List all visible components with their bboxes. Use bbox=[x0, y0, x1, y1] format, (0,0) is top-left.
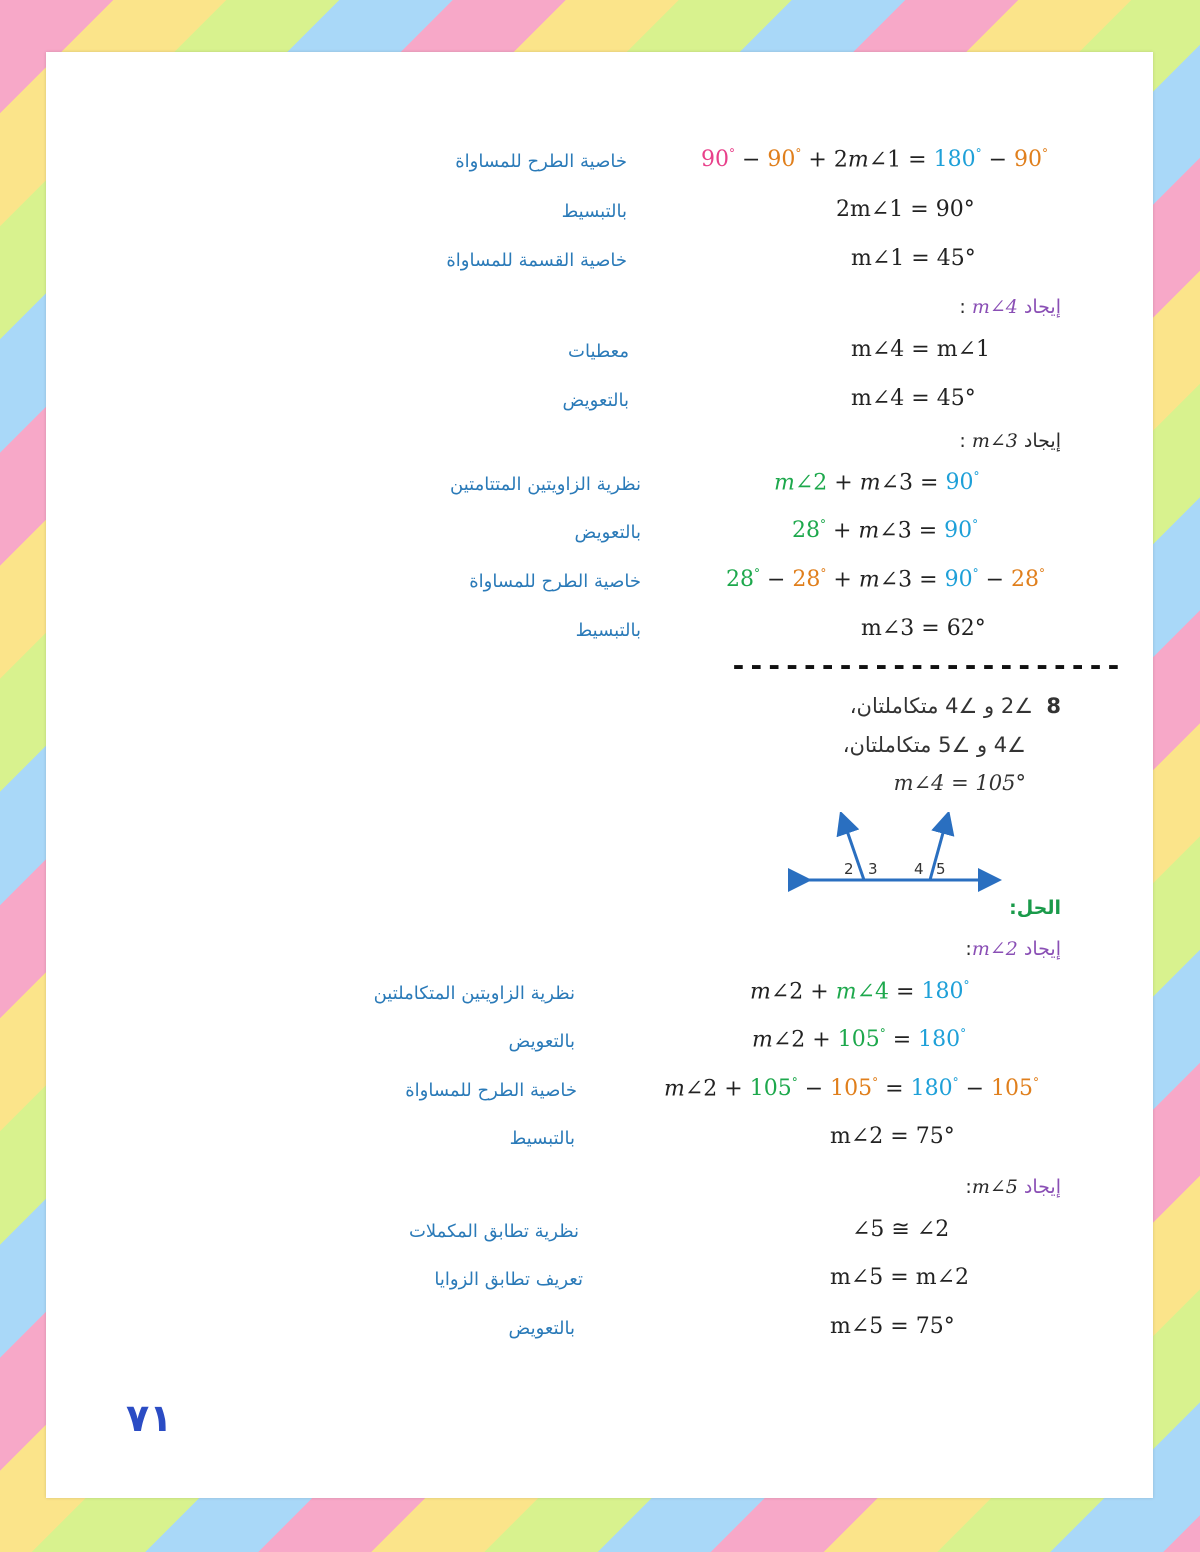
solution-reason-6: تعريف تطابق الزوايا bbox=[434, 1269, 583, 1290]
solution-reason-4: بالتبسيط bbox=[509, 1128, 575, 1149]
page-number: ٧١ bbox=[126, 1396, 173, 1440]
solution-equation-2: m∠2 + 105° = 180° bbox=[752, 1027, 967, 1053]
problem-8-line-1: 8 ∠2 و ∠4 متكاملتان، bbox=[849, 694, 1061, 718]
section-divider: ---------------------- bbox=[730, 649, 1123, 682]
reason-row-8: خاصية الطرح للمساواة bbox=[469, 571, 641, 592]
find-angle-3-heading: إيجاد m∠3 : bbox=[959, 430, 1061, 452]
label-2: 2 bbox=[844, 860, 854, 878]
equation-row-9: m∠3 = 62° bbox=[861, 616, 986, 641]
problem-number: 8 bbox=[1046, 694, 1061, 718]
solution-reason-5: نظرية تطابق المكملات bbox=[408, 1221, 579, 1242]
equation-row-2: 2m∠1 = 90° bbox=[836, 197, 975, 222]
solution-equation-4: m∠2 = 75° bbox=[830, 1124, 955, 1149]
equation-row-6: m∠2 + m∠3 = 90° bbox=[774, 470, 980, 496]
find-angle-4-heading: إيجاد m∠4 : bbox=[959, 296, 1061, 318]
label-3: 3 bbox=[868, 860, 878, 878]
equation-row-8: 28° − 28° + m∠3 = 90° − 28° bbox=[726, 567, 1045, 593]
reason-row-4: معطيات bbox=[568, 341, 629, 362]
reason-row-6: نظرية الزاويتين المتتامتين bbox=[450, 474, 641, 495]
reason-row-1: خاصية الطرح للمساواة bbox=[455, 151, 627, 172]
equation-row-3: m∠1 = 45° bbox=[851, 246, 976, 271]
reason-row-7: بالتعويض bbox=[574, 522, 641, 543]
label-4: 4 bbox=[914, 860, 924, 878]
reason-row-5: بالتعويض bbox=[562, 390, 629, 411]
problem-8-line-2: ∠4 و ∠5 متكاملتان، bbox=[842, 733, 1026, 757]
angles-figure bbox=[786, 812, 1006, 892]
reason-row-3: خاصية القسمة للمساواة bbox=[446, 250, 627, 271]
equation-row-5: m∠4 = 45° bbox=[851, 386, 976, 411]
equation-row-7: 28° + m∠3 = 90° bbox=[792, 518, 979, 544]
reason-row-2: بالتبسيط bbox=[561, 201, 627, 222]
solution-reason-3: خاصية الطرح للمساواة bbox=[405, 1080, 577, 1101]
find-angle-5-heading: إيجاد m∠5: bbox=[965, 1176, 1061, 1198]
solution-reason-7: بالتعويض bbox=[508, 1318, 575, 1339]
problem-8-line-3: m∠4 = 105° bbox=[893, 771, 1026, 795]
solution-label: الحل: bbox=[1009, 897, 1061, 919]
label-5: 5 bbox=[936, 860, 946, 878]
solution-equation-3: m∠2 + 105° − 105° = 180° − 105° bbox=[664, 1076, 1039, 1102]
solution-equation-7: m∠5 = 75° bbox=[830, 1314, 955, 1339]
solution-equation-1: m∠2 + m∠4 = 180° bbox=[750, 979, 970, 1005]
equation-row-1: 90° − 90° + 2m∠1 = 180° − 90° bbox=[701, 147, 1048, 173]
solution-reason-2: بالتعويض bbox=[508, 1031, 575, 1052]
solution-equation-6: m∠5 = m∠2 bbox=[830, 1265, 970, 1290]
find-angle-2-heading: إيجاد m∠2: bbox=[965, 938, 1061, 960]
solution-equation-5: ∠5 ≅ ∠2 bbox=[852, 1217, 950, 1242]
worksheet-page bbox=[46, 52, 1153, 1498]
equation-row-4: m∠4 = m∠1 bbox=[851, 337, 991, 362]
solution-reason-1: نظرية الزاويتين المتكاملتين bbox=[373, 983, 575, 1004]
reason-row-9: بالتبسيط bbox=[575, 620, 641, 641]
